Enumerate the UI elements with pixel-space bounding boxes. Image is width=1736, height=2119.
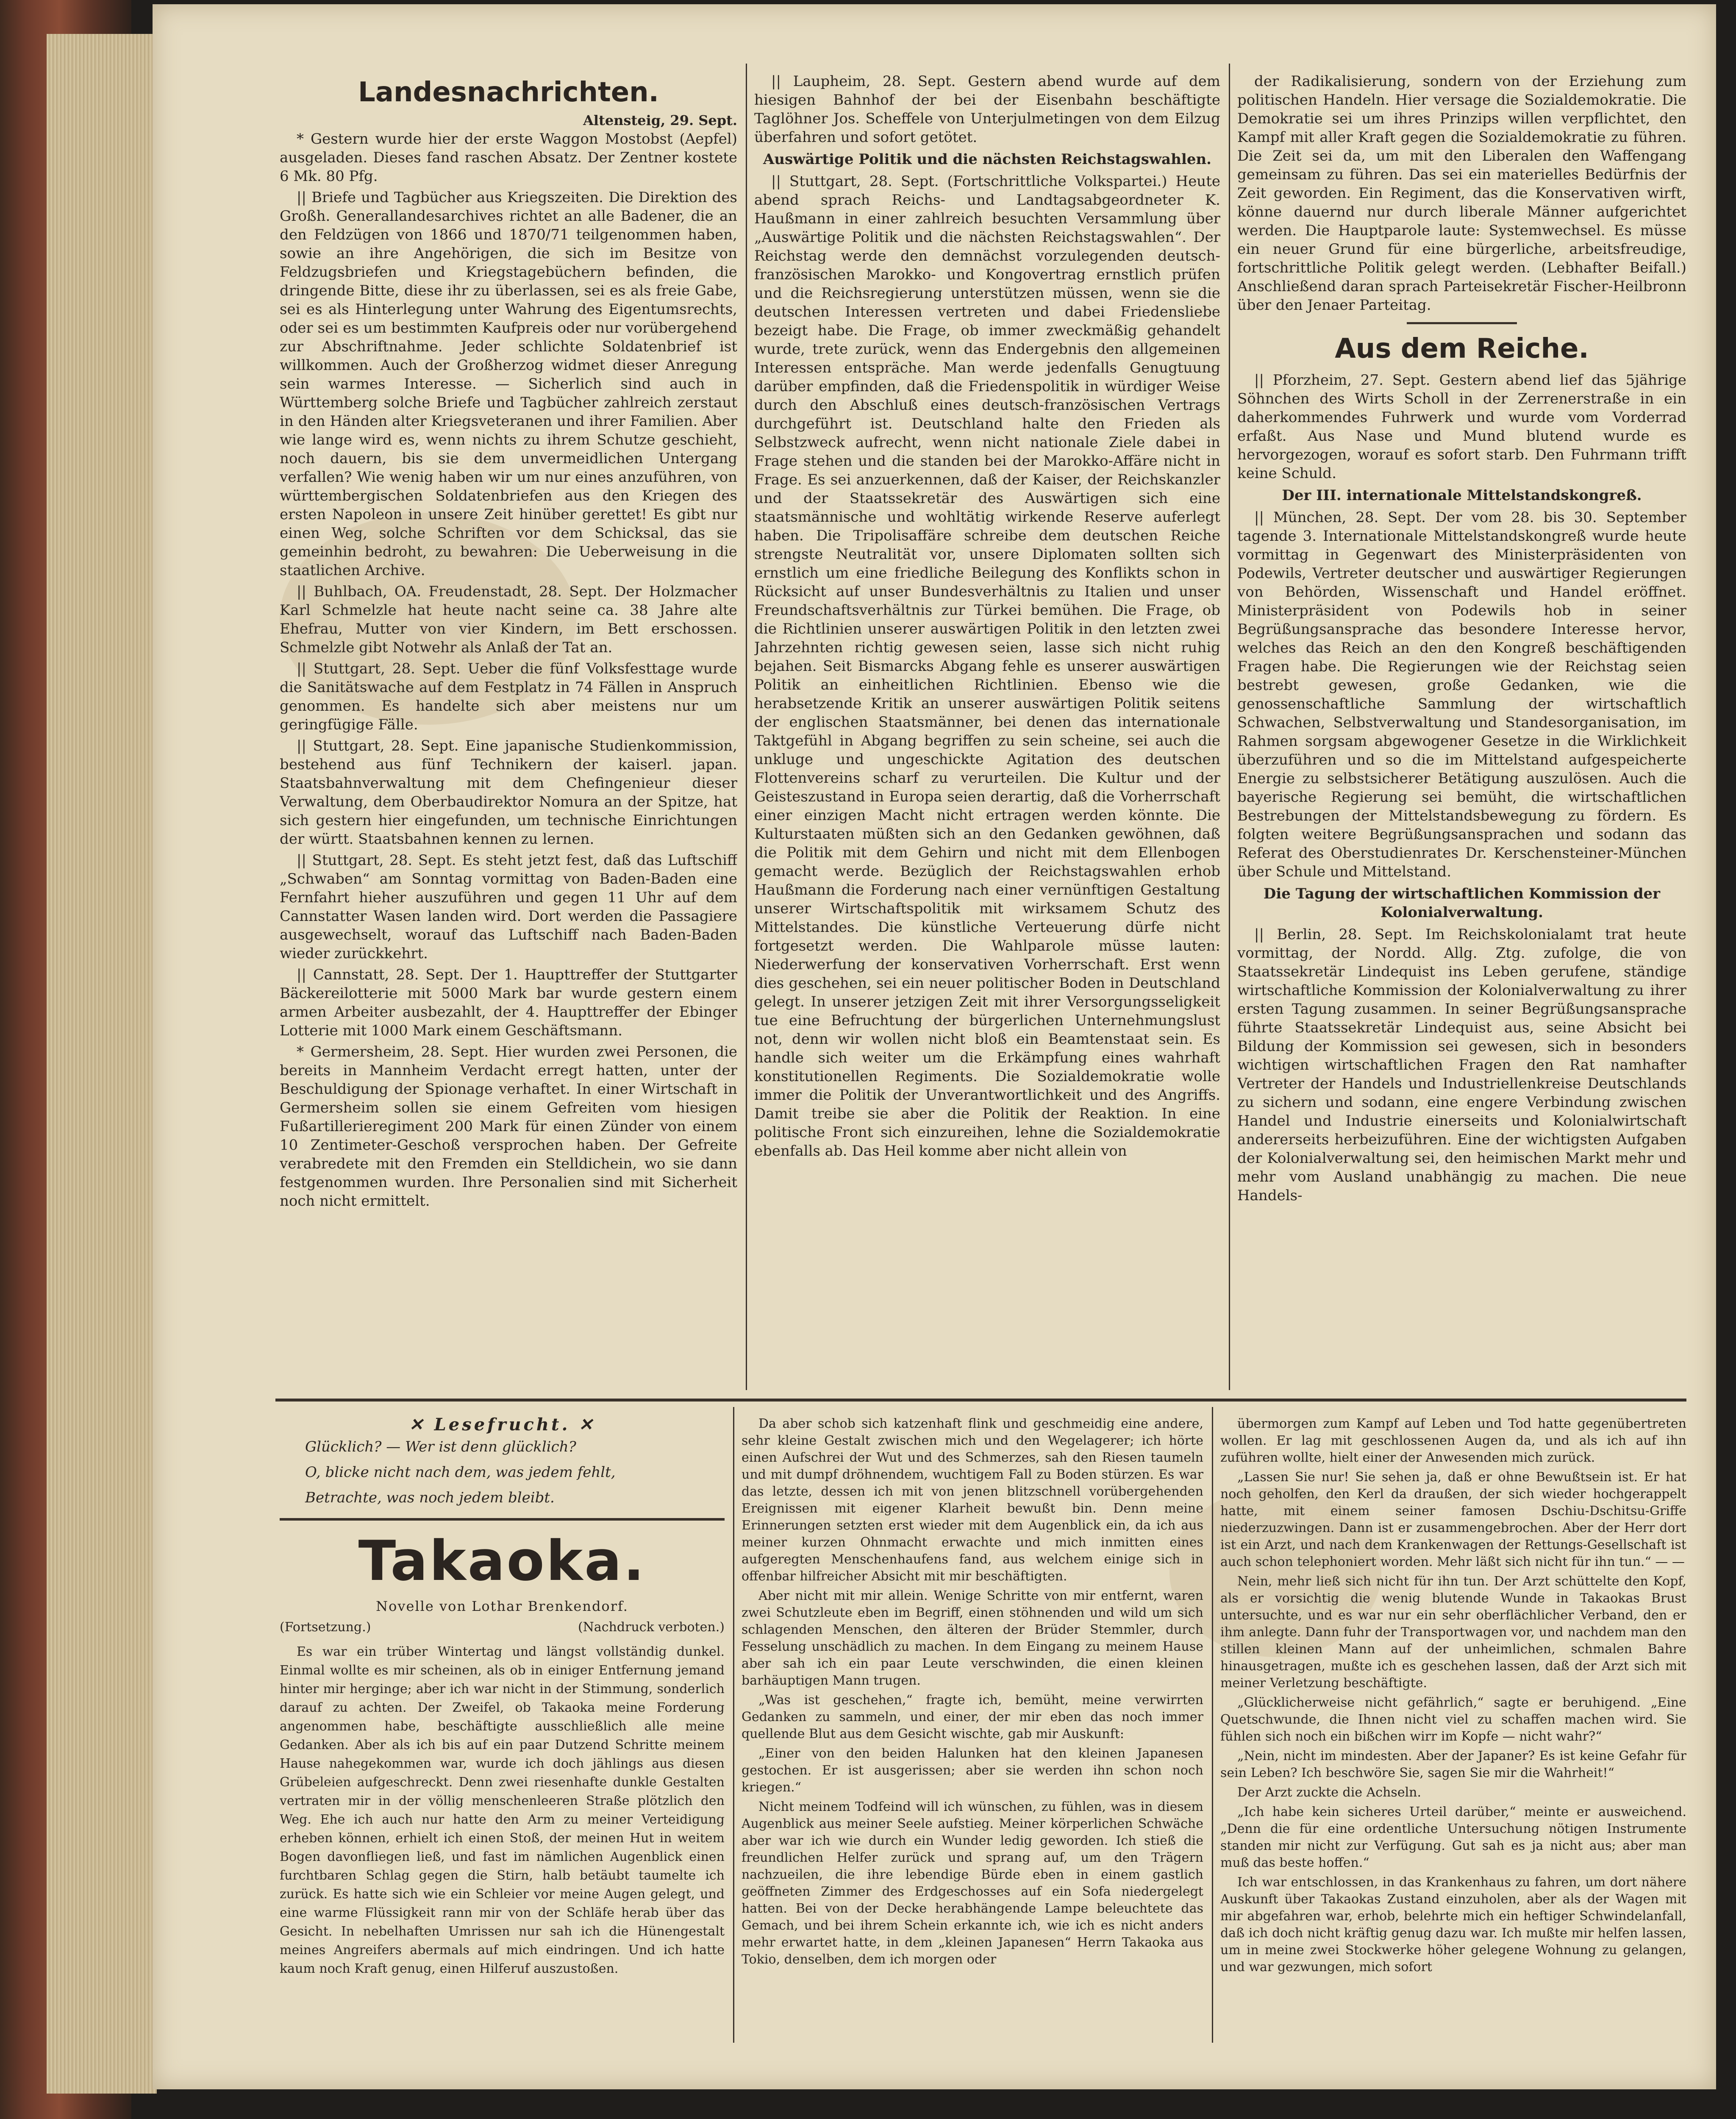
article: || Stuttgart, 28. Sept. Eine japanische Studienkommission, bestehend aus fünf Technikern der kaiserl. japan. Staatsbahnverwaltung mit dem Chefingenieur dieser Verwaltung, dem Oberbaudirektor Nomura an der Spitze, hat sich gestern hier eingefunden, um technische Einrichtungen der württ. Staatsbahnen kennen zu lernen. [280, 737, 737, 848]
novel-byline: Novelle von Lothar Brenkendorf. [376, 1598, 628, 1614]
novel-text: Nicht meinem Todfeind will ich wünschen, zu fühlen, was in diesem Augenblick aus meiner Seele aufstieg. Meiner körperlichen Schwäche aber war ich wie durch ein Wunder ledig geworden. Ich stieß die freundlichen Helfer zurück und sprang auf, um den Trägern nachzueilen, die ihre lebendige Bürde eben in einem gastlich geöffneten Zimmer des Erdgeschosses auf ein Sofa niedergelegt hatten. Bei von der Decke herabhängende Lampe beleuchtete das Gemach, und bei ihrem Schein erkannte ich, wie ich es nicht anders mehr erwartet hatte, in dem „kleinen Japanesen“ Herrn Takaoka aus Tokio, denselben, dem ich morgen oder [742, 1799, 1203, 1967]
ornament-icon: ✕ [578, 1415, 595, 1435]
continuation-note: (Fortsetzung.) [280, 1620, 371, 1635]
divider [1407, 322, 1517, 324]
novel-text: „Ich habe kein sicheres Urteil darüber,“ meinte er ausweichend. „Denn die für eine ordentliche Untersuchung nötigen Instrumente standen mir nicht zur Verfügung. Gut sah es ja nicht aus; aber man muß das beste hoffen.“ [1220, 1805, 1686, 1870]
article: der Radikalisierung, sondern von der Erziehung zum politischen Handeln. Hier versage die Sozialdemokratie. Die Demokratie sei um ihres Prinzips willen verpflichtet, den Kampf mit aller Kraft gegen die Sozialdemokratie zu führen. Die Zeit sei da, um mit den Liberalen den Waffengang gemeinsam zu führen. Das sei ein materielles Bedürfnis der Zeit geworden. Ein Regiment, das die Konservativen wirft, könne dauernd nur durch liberale Männer aufgerichtet werden. Die Hauptparole laute: Systemwechsel. Es müsse ein neuer Grund für eine bürgerliche, arbeitsfreudige, fortschrittliche Politik gelegt werden. (Lebhafter Beifall.) Anschließend daran sprach Parteisekretär Fischer-Heilbronn über den Jenaer Parteitag. [1237, 73, 1686, 314]
article-headline: Auswärtige Politik und die nächsten Reichstagswahlen. [763, 151, 1212, 168]
poem-line: Glücklich? — Wer ist denn glücklich? [305, 1438, 576, 1455]
article: || Buhlbach, OA. Freudenstadt, 28. Sept. Der Holzmacher Karl Schmelzle hat heute nacht seine ca. 38 Jahre alte Ehefrau, Mutter von vier Kindern, im Bett erschossen. Schmelzle gibt Notwehr als Anlaß der Tat an. [280, 583, 737, 656]
newspaper-page [153, 4, 1716, 2089]
feuilleton-column-2 [742, 1415, 1203, 2043]
dateline: Altensteig, 29. Sept. [583, 112, 737, 128]
novel-text: Da aber schob sich katzenhaft flink und geschmeidig eine andere, sehr kleine Gestalt zwischen mich und den Wegelagerer; ich hörte einen Aufschrei der Wut und des Schmerzes, sah den Riesen taumeln und mit dumpf dröhnendem, wuchtigem Fall zu Boden stürzen. Es war das letzte, dessen ich mit von jenen blitzschnell vorübergehenden Ereignissen mit eigener Klarheit bewußt bin. Denn meine Erinnerungen setzten erst wieder mit dem Augenblick ein, da ich aus meiner kurzen Ohnmacht erwachte und mich inmitten eines aufgeregten Menschenhaufens fand, aus welchem einige sich in offenbar hilfreicher Absicht mit mir beschäftigten. [742, 1416, 1203, 1584]
novel-text: Nein, mehr ließ sich nicht für ihn tun. Der Arzt schüttelte den Kopf, als er vorsichtig die wenig blutende Wunde in Takaokas Brust untersuchte, und es war nur ein sehr oberflächlicher Verband, den er ihm anlegte. Dann fuhr der Transportwagen vor, und nachdem man den stillen kleinen Mann auf der unheimlichen, schmalen Bahre hinausgetragen, mußte ich es geschehen lassen, daß der Arzt sich mit meiner Verletzung beschäftigte. [1220, 1574, 1686, 1691]
novel-text: „Einer von den beiden Halunken hat den kleinen Japanesen gestochen. Er ist ausgerissen; aber sie werden ihn schon noch kriegen.“ [742, 1746, 1203, 1795]
novel-text: Es war ein trüber Wintertag und längst vollständig dunkel. Einmal wollte es mir scheinen, als ob in einiger Entfernung jemand hinter mir herginge; aber ich war nicht in der Stimmung, sonderlich darauf zu achten. Der Zweifel, ob Takaoka meine Forderung angenommen habe, beschäftigte ausschließlich alle meine Gedanken. Aber als ich bis auf ein paar Dutzend Schritte meinem Hause nahegekommen war, wurde ich doch jählings aus diesen Grübeleien aufgeschreckt. Denn zwei riesenhafte dunkle Gestalten vertraten mir in der völlig menschenleeren Straße plötzlich den Weg. Ehe ich auch nur hatte den Arm zu meiner Verteidigung erheben können, erhielt ich einen Stoß, der meinen Hut in weitem Bogen davonfliegen ließ, und fast im nämlichen Augenblick einen furchtbaren Schlag gegen die Stirn, halb betäubt taumelte ich zurück. Es hatte sich wie ein Schleier vor meine Augen gelegt, und eine warme Flüssigkeit rann mir von der Schläfe herab über das Gesicht. In nebelhaften Umrissen nur sah ich die Hünengestalt meines Angreifers abermals auf mich eindringen. Und ich hatte kaum noch Kraft genug, einen Hilferuf auszustoßen. [280, 1644, 725, 1976]
column-3 [1237, 72, 1686, 1390]
novel-text: „Nein, nicht im mindesten. Aber der Japaner? Es ist keine Gefahr für sein Leben? Ich beschwöre Sie, sagen Sie mir die Wahrheit!“ [1220, 1749, 1686, 1780]
page-edges [47, 34, 157, 2094]
novel-text: Der Arzt zuckte die Achseln. [1237, 1785, 1422, 1800]
column-rule [1229, 64, 1230, 1390]
poem-line: Betrachte, was noch jedem bleibt. [305, 1489, 555, 1506]
column-1 [280, 72, 737, 1390]
column-rule [746, 64, 747, 1390]
article: || Stuttgart, 28. Sept. Ueber die fünf Volksfesttage wurde die Sanitätswache auf dem Festplatz in 74 Fällen in Anspruch genommen. Es handelte sich aber meistens nur um geringfügige Fälle. [280, 660, 737, 733]
column-rule [733, 1407, 734, 2043]
section-rule [275, 1399, 1686, 1402]
ornament-icon: ✕ [409, 1415, 426, 1435]
novel-text: übermorgen zum Kampf auf Leben und Tod hatte gegenübertreten wollen. Er lag mit geschlossenen Augen da, und als ich auf ihn zuführen wollte, hielt einer der Anwesenden mich zurück. [1220, 1416, 1686, 1465]
feuilleton-column-1 [280, 1415, 725, 2043]
lesefrucht-title: ✕ Lesefrucht. ✕ [409, 1415, 595, 1435]
poem [280, 1434, 725, 1510]
divider [280, 1518, 725, 1521]
article-headline: Der III. internationale Mittelstandskongreß. [1282, 487, 1642, 504]
article: || Stuttgart, 28. Sept. Es steht jetzt fest, daß das Luftschiff „Schwaben“ am Sonntag vormittag von Baden-Baden eine Fernfahrt hieher auszuführen und gegen 11 Uhr auf dem Cannstatter Wasen landen wird. Dort werden die Passagiere ausgewechselt, worauf das Luftschiff nach Baden-Baden wieder zurückkehrt. [280, 852, 737, 962]
article-headline: Die Tagung der wirtschaftlichen Kommission der Kolonialverwaltung. [1263, 885, 1661, 921]
column-rule [1212, 1407, 1213, 2043]
article: || München, 28. Sept. Der vom 28. bis 30. September tagende 3. Internationale Mittelstandskongreß wurde heute vormittag in Gegenwart des Ministerpräsidenten von Podewils, Vertreter deutscher und auswärtiger Regierungen von Behörden, Wissenschaft und Handel eröffnet. Ministerpräsident von Podewils hob in seiner Begrüßungsansprache das besondere Interesse hervor, welches das Reich an den den Kongreß beschäftigenden Fragen habe. Die Regierungen wie der Reichstag seien bestrebt gewesen, große Gedanken, wie die genossenschaftliche Sammlung der wirtschaftlich Schwachen, Selbstverwaltung und Standesorganisation, im Rahmen sorgsam abgewogener Gesetze in die Wirklichkeit überzuführen und so die im Mittelstand aufgespeicherte Energie zu selbstsicherer Betätigung auszulösen. Auch die bayerische Regierung sei bemüht, die wirtschaftlichen Bestrebungen der Mittelstandsbewegung zu fördern. Es folgten weitere Begrüßungsansprachen und sodann das Referat des Oberstudienrates Dr. Kerschensteiner-München über Schule und Mittelstand. [1237, 509, 1686, 880]
article: || Pforzheim, 27. Sept. Gestern abend lief das 5jährige Söhnchen des Wirts Scholl in der Zerrenerstraße in ein daherkommendes Fuhrwerk und wurde vom Vorderrad erfaßt. Aus Nase und Mund blutend wurde es hervorgezogen, worauf es sofort starb. Den Fuhrmann trifft keine Schuld. [1237, 372, 1686, 482]
novel-text: Ich war entschlossen, in das Krankenhaus zu fahren, um dort nähere Auskunft über Takaokas Zustand einzuholen, aber als der Wagen mit mir abgefahren war, erhob, belehrte mich ein heftiger Schwindelanfall, daß ich doch nicht kräftig genug dazu war. Ich mußte mir helfen lassen, um in meine zwei Stockwerke höher gelegene Wohnung zu gelangen, und war gezwungen, mich sofort [1220, 1875, 1686, 1974]
novel-meta [280, 1618, 725, 1637]
novel-text: Aber nicht mit mir allein. Wenige Schritte von mir entfernt, waren zwei Schutzleute eben im Begriff, einen stöhnenden und wild um sich schlagenden Menschen, den älteren der Brüder Stemmler, durch Fesselung unschädlich zu machen. In dem Eingang zu meinem Hause aber sah ich ein paar Leute verschwinden, die einen kleinen barhäuptigen Mann trugen. [742, 1588, 1203, 1688]
poem-line: O, blicke nicht nach dem, was jedem fehlt, [305, 1464, 616, 1481]
section-title: Landesnachrichten. [358, 77, 659, 108]
article: || Stuttgart, 28. Sept. (Fortschrittliche Volkspartei.) Heute abend sprach Reichs- und Landtagsabgeordneter K. Haußmann in einer zahlreich besuchten Versammlung über „Auswärtige Politik und die nächsten Reichstagswahlen“. Der Reichstag werde den demnächst vorzulegenden deutsch-französischen Marokko- und Kongovertrag ernstlich prüfen und die Reichsregierung unterstützen müssen, wenn sie die deutschen Interessen vertreten und dabei Friedensliebe bezeigt habe. Die Frage, ob immer zweckmäßig gehandelt wurde, trete zurück, wenn das Endergebnis den allgemeinen Interessen entspräche. Man werde jedenfalls Genugtuung darüber empfinden, daß die Friedenspolitik in würdiger Weise durch den Abschluß eines deutsch-französischen Vertrags durchgeführt ist. Deutschland halte den Frieden als Selbstzweck aufrecht, wenn nicht nationale Ziele dabei in Frage stehen und die standen bei der Marokko-Affäre nicht in Frage. Es sei anzuerkennen, daß der Kaiser, der Reichskanzler und der Staatssekretär des Auswärtigen sich eine staatsmännische und wohltätig wirkende Reserve auferlegt haben. Die Tripolisaffäre schreibe dem deutschen Reiche strengste Neutralität vor, unsere Diplomaten sollten sich ernstlich um eine friedliche Beilegung des Konflikts schon in Rücksicht auf unser Bundesverhältnis zu Italien und unser Freundschaftsverhältnis zur Türkei bemühen. Die Frage, ob die Richtlinien unserer auswärtigen Politik in den letzten zwei Jahrzehnten richtig gewesen seien, lasse sich nicht ruhig bejahen. Seit Bismarcks Abgang fehle es unserer auswärtigen Politik an einheitlichen Richtlinien. Ebenso wie die herabsetzende Kritik an unserer auswärtigen Politik seitens der englischen Staatsmänner, bei denen das internationale Taktgefühl in Abgang begriffen zu sein scheine, sei auch die unkluge und ungeschickte Agitation des deutschen Flottenvereins scharf zu verurteilen. Die Kultur und der Geisteszustand in Europa seien derartig, daß die Vorherrschaft einer einzigen Macht nicht ertragen werden könnte. Die Kulturstaaten müßten sich an den Gedanken gewöhnen, daß die Politik mit dem Gehirn und nicht mit dem Ellenbogen gemacht werde. Bezüglich der Reichstagswahlen erhob Haußmann die Forderung nach einer vernünftigen Gestaltung unserer Wirtschaftspolitik mit wirksamem Schutz des Mittelstandes. Die künstliche Verteuerung dürfe nicht fortgesetzt werden. Die Wahlparole müsse lauten: Niederwerfung der konservativen Vorherrschaft. Erst wenn dies geschehen, sei ein neuer politischer Boden in Deutschland gelegt. In unserer jetzigen Zeit mit ihrer Versorgungsseligkeit tue eine Befruchtung der bürgerlichen Unternehmungslust not, denn wir wollen nicht bloß ein Beamtenstaat sein. Es handle sich weiter um die Erkämpfung eines wahrhaft konstitutionellen Regiments. Die Sozialdemokratie wolle immer die Politik der Unverantwortlichkeit und des Angriffs. Damit treibe sie aber die Politik der Reaktion. In eine politische Front sich einzureihen, lehne die Sozialdemokratie ebenfalls ab. Das Heil komme aber nicht allein von [754, 173, 1220, 1160]
rights-note: (Nachdruck verboten.) [578, 1620, 725, 1635]
column-2 [754, 72, 1220, 1390]
article: * Gestern wurde hier der erste Waggon Mostobst (Aepfel) ausgeladen. Dieses fand raschen Absatz. Der Zentner kostete 6 Mk. 80 Pfg. [280, 131, 737, 185]
feuilleton-column-3 [1220, 1415, 1686, 2043]
article: || Laupheim, 28. Sept. Gestern abend wurde auf dem hiesigen Bahnhof der bei der Eisenbahn beschäftigte Taglöhner Jos. Scheffele von Unterjulmetingen von dem Eilzug überfahren und sofort getötet. [754, 73, 1220, 146]
novel-text: „Glücklicherweise nicht gefährlich,“ sagte er beruhigend. „Eine Quetschwunde, die Ihnen nicht viel zu schaffen machen wird. Sie fühlen sich noch ein bißchen wirr im Kopfe — nicht wahr?“ [1220, 1695, 1686, 1744]
article: * Germersheim, 28. Sept. Hier wurden zwei Personen, die bereits in Mannheim Verdacht erregt hatten, unter der Beschuldigung der Spionage verhaftet. In einer Wirtschaft in Germersheim sollen sie einem Gefreiten vom hiesigen Fußartillerieregiment 200 Mark für einen Zünder von einem 10 Zentimeter-Geschoß versprochen haben. Der Gefreite verabredete mit den Fremden ein Stelldichein, wo sie dann festgenommen wurden. Ihre Personalien sind mit Sicherheit noch nicht ermittelt. [280, 1043, 737, 1210]
article: || Berlin, 28. Sept. Im Reichskolonialamt trat heute vormittag, der Nordd. Allg. Ztg. zufolge, die von Staatssekretär Lindequist ins Leben gerufene, ständige wirtschaftliche Kommission der Kolonialverwaltung zu ihrer ersten Tagung zusammen. In seiner Begrüßungsansprache führte Staatssekretär Lindequist aus, seine Absicht bei Bildung der Kommission sei gewesen, sich in besonders wichtigen wirtschaftlichen Fragen den Rat namhafter Vertreter der Handels und Industriellenkreise Deutschlands zu sichern und sodann, eine engere Verbindung zwischen Handel und Industrie einerseits und Kolonialwirtschaft andererseits herbeizuführen. Eine der wichtigsten Aufgaben der Kolonialverwaltung sei, den heimischen Markt mehr und mehr vom Ausland unabhängig zu machen. Die neue Handels- [1237, 926, 1686, 1204]
article: || Cannstatt, 28. Sept. Der 1. Haupttreffer der Stuttgarter Bäckereilotterie mit 5000 Mark bar wurde gestern einem armen Arbeiter ausbezahlt, der 4. Haupttreffer der Ebinger Lotterie mit 1000 Mark einem Geschäftsmann. [280, 966, 737, 1039]
article: || Briefe und Tagbücher aus Kriegszeiten. Die Direktion des Großh. Generallandesarchives richtet an alle Badener, die an den Feldzügen von 1866 und 1870/71 teilgenommen haben, sowie an ihre Angehörigen, die sich im Besitze von Feldzugsbriefen und Kriegstagebüchern befinden, die dringende Bitte, diese ihr zu überlassen, sei es als freie Gabe, sei es als Hinterlegung unter Wahrung des Eigentumsrechts, oder sei es um bestimmten Kaufpreis oder nur vorübergehend zur Abschriftnahme. Jeder schlichte Soldatenbrief ist willkommen. Auch der Großherzog widmet dieser Anregung sein warmes Interesse. — Sicherlich sind auch in Württemberg solche Briefe und Tagbücher zahlreich zerstaut in den Händen alter Kriegsveteranen und ihrer Familien. Aber wie lange wird es, wenn nichts zu ihrem Schutze geschieht, noch dauern, bis sie dem unvermeidlichen Untergang verfallen? Wie wenig haben wir um nur eines anzuführen, von württembergischen Soldatenbriefen aus den Kriegen des ersten Napoleon in unsere Zeit hinüber gerettet! Es gibt nur einen Weg, solche Schriften vor dem Schicksal, das sie gemeinhin bedroht, zu bewahren: Die Ueberweisung in die staatlichen Archive. [280, 189, 737, 579]
novel-text: „Lassen Sie nur! Sie sehen ja, daß er ohne Bewußtsein ist. Er hat noch geholfen, den Kerl da draußen, der sich wieder hochgerappelt hatte, mit einem seiner famosen Dschiu-Dschitsu-Griffe niederzuzwingen. Dann ist er zusammengebrochen. Aber der Herr dort ist ein Arzt, und nach dem Krankenwagen der Rettungs-Gesellschaft ist auch schon telephoniert worden. Mehr läßt sich nicht für ihn tun.“ — — [1220, 1470, 1686, 1569]
novel-text: „Was ist geschehen,“ fragte ich, bemüht, meine verwirrten Gedanken zu sammeln, und einer, der mir eben das noch immer quellende Blut aus dem Gesicht wischte, gab mir Auskunft: [742, 1693, 1203, 1741]
section-title: Aus dem Reiche. [1335, 333, 1589, 364]
novel-title: Takaoka. [358, 1529, 646, 1593]
